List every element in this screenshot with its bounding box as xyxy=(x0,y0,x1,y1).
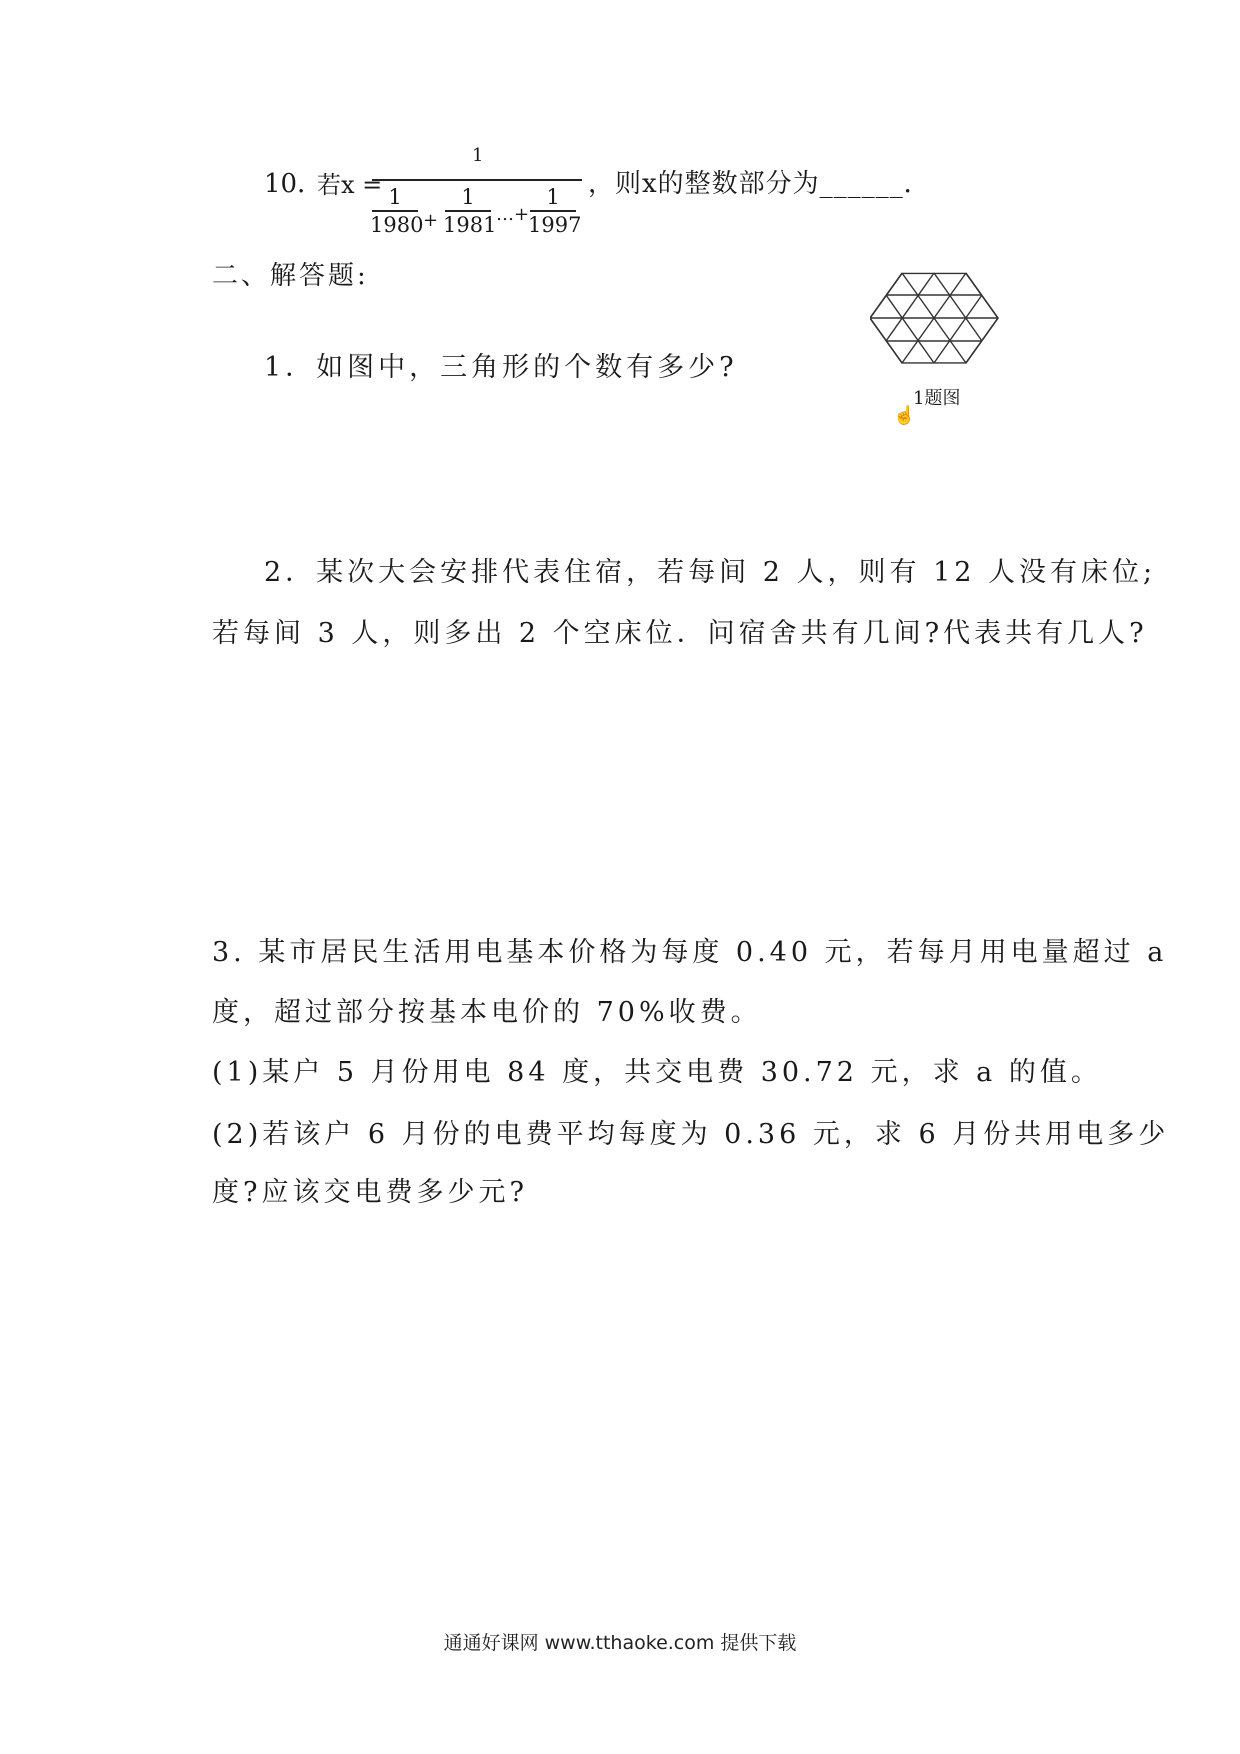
problem-1-text: 1．如图中，三角形的个数有多少? xyxy=(264,352,738,383)
fraction-numerator: 1 xyxy=(546,185,560,209)
fraction-denominator: 1997 xyxy=(528,213,582,237)
section-heading: 二、解答题: xyxy=(212,261,369,291)
plus-sign: + xyxy=(423,210,439,231)
problem-3-part-2-cont: 度?应该交电费多少元? xyxy=(212,1177,528,1208)
problem-3-line-1: 3. 某市居民生活用电基本价格为每度 0.40 元，若每月用电量超过 a xyxy=(212,937,1168,968)
question-number: 10． xyxy=(264,169,324,199)
main-numerator: 1 xyxy=(472,145,484,166)
question-suffix: ，则x的整数部分为______． xyxy=(588,169,931,199)
fraction-numerator: 1 xyxy=(461,185,475,209)
fraction-1980 xyxy=(370,185,424,238)
fraction-1997 xyxy=(528,185,582,238)
problem-3-part-2: (2)若该户 6 月份的电费平均每度为 0.36 元，求 6 月份共用电多少 xyxy=(212,1119,1170,1150)
ellipsis-plus: …+ xyxy=(496,204,530,225)
figure-caption: 1题图 xyxy=(913,388,961,409)
problem-2-line-2: 若每间 3 人，则多出 2 个空床位．问宿舍共有几间?代表共有几人? xyxy=(212,618,1148,649)
page-footer: 通通好课网 www.tthaoke.com 提供下载 xyxy=(443,1632,797,1654)
problem-2-line-1: 2．某次大会安排代表住宿，若每间 2 人，则有 12 人没有床位; xyxy=(264,557,1157,588)
fraction-1981 xyxy=(443,185,497,238)
equation-lhs: 若x = xyxy=(317,171,383,199)
fraction-denominator: 1980 xyxy=(370,213,424,237)
problem-3-part-1: (1)某户 5 月份用电 84 度，共交电费 30.72 元，求 a 的值。 xyxy=(212,1057,1102,1088)
hand-cursor-icon: ☝ xyxy=(893,405,916,426)
main-fraction-bar xyxy=(372,179,582,181)
triangle-grid-figure xyxy=(870,270,1000,370)
fraction-numerator: 1 xyxy=(388,185,402,209)
problem-3-line-2: 度，超过部分按基本电价的 70%收费。 xyxy=(212,997,762,1028)
triangle-grid-lines xyxy=(870,273,998,363)
fraction-denominator: 1981 xyxy=(443,213,497,237)
